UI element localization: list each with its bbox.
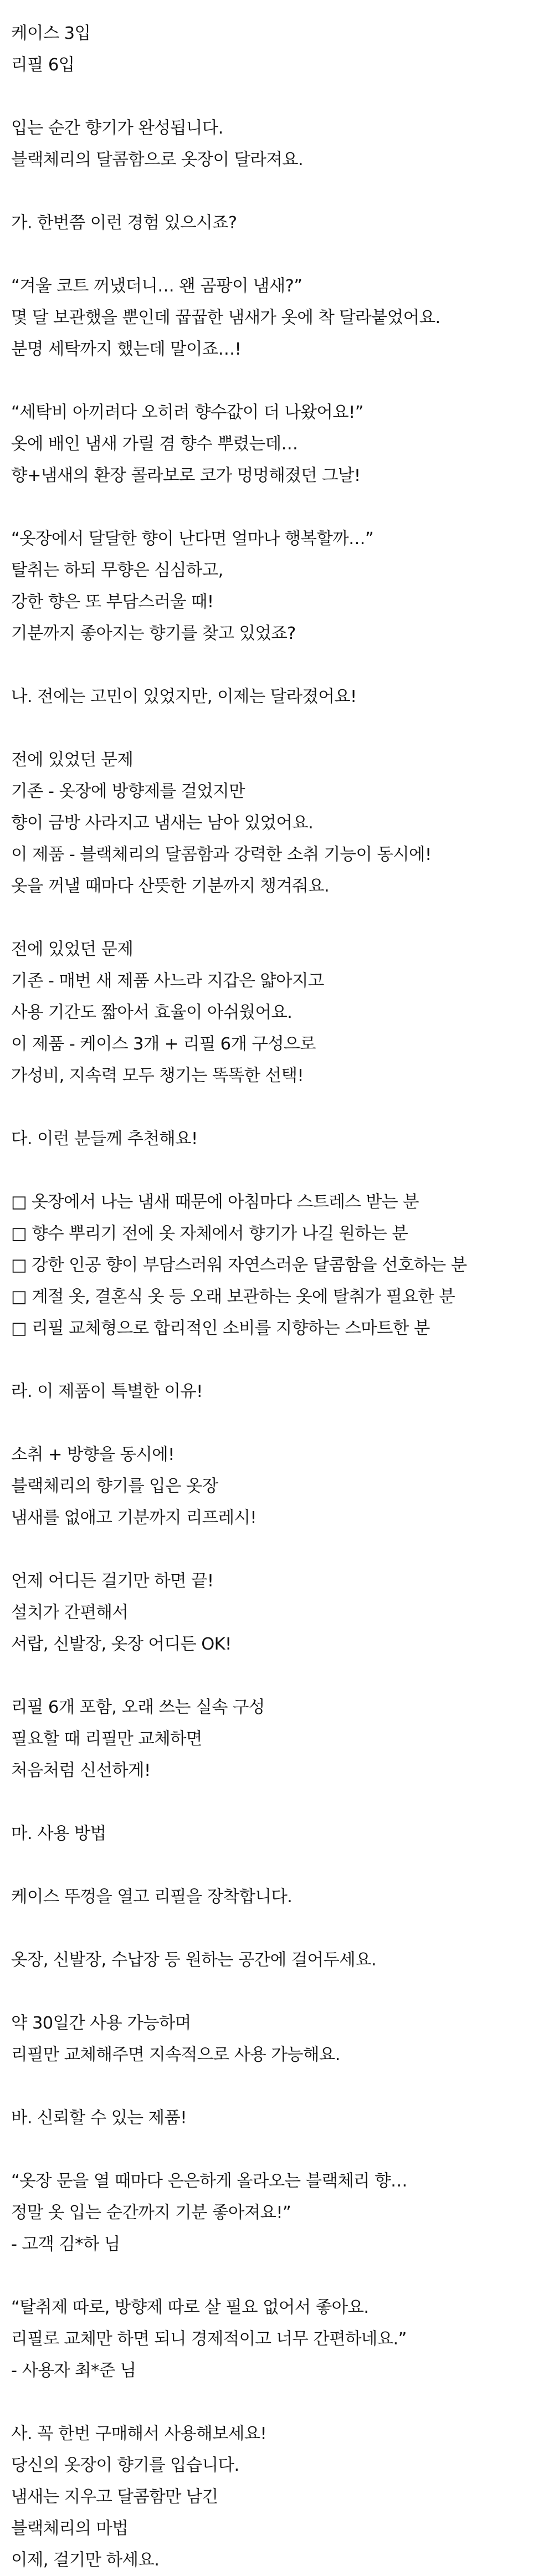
text-line: 이제, 걸기만 하세요. <box>11 2551 160 2570</box>
text-line: 기존 - 매번 새 제품 사느라 지갑은 얇아지고 <box>11 971 324 991</box>
text-block <box>11 2292 554 2386</box>
text-line: 기존 - 옷장에 방향제를 걸었지만 <box>11 782 245 801</box>
text-line: “옷장에서 달달한 향이 난다면 얼마나 행복할까…” <box>11 529 374 549</box>
text-block <box>11 1439 554 1534</box>
text-line: 약 30일간 사용 가능하며 <box>11 2014 191 2033</box>
text-line: - 고객 김*하 님 <box>11 2235 120 2254</box>
text-line: 옷을 꺼낼 때마다 산뜻한 기분까지 챙겨줘요. <box>11 877 330 896</box>
text-block <box>11 18 554 81</box>
text-line: 서랍, 신발장, 옷장 어디든 OK! <box>11 1635 232 1654</box>
text-line: - 사용자 최*준 님 <box>11 2361 136 2380</box>
text-line: 몇 달 보관했을 뿐인데 꿉꿉한 냄새가 옷에 착 달라붙었어요. <box>11 308 440 327</box>
text-line: 설치가 간편해서 <box>11 1603 129 1622</box>
text-line: 옷에 배인 냄새 가릴 겸 향수 뿌렸는데… <box>11 434 298 454</box>
text-line: 기분까지 좋아지는 향기를 찾고 있었죠? <box>11 624 296 643</box>
text-block <box>11 112 554 176</box>
text-block <box>11 207 554 239</box>
text-line: 전에 있었던 문제 <box>11 750 134 770</box>
text-line: 리필로 교체만 하면 되니 경제적이고 너무 간편하네요.” <box>11 2329 407 2349</box>
text-line: 사용 기간도 짧아서 효율이 아쉬웠어요. <box>11 1003 293 1022</box>
text-line: 리필 6입 <box>11 55 75 75</box>
text-line: 당신의 옷장이 향기를 입습니다. <box>11 2456 239 2475</box>
text-line: 가. 한번쯤 이런 경험 있으시죠? <box>11 213 237 233</box>
text-line: 라. 이 제품이 특별한 이유! <box>11 1382 203 1401</box>
text-line: 냄새를 없애고 기분까지 리프레시! <box>11 1508 257 1528</box>
text-block <box>11 744 554 902</box>
text-line: 탈취는 하되 무향은 심심하고, <box>11 561 223 580</box>
text-line: 냄새는 지우고 달콤함만 남긴 <box>11 2487 218 2507</box>
text-line: 필요할 때 리필만 교체하면 <box>11 1729 202 1749</box>
text-line: □ 강한 인공 향이 부담스러워 자연스러운 달콤함을 선호하는 분 <box>11 1256 467 1275</box>
text-line: 강한 향은 또 부담스러울 때! <box>11 592 214 612</box>
text-line: 분명 세탁까지 했는데 말이죠…! <box>11 340 242 359</box>
text-block <box>11 270 554 365</box>
text-line: □ 향수 뿌리기 전에 옷 자체에서 향기가 나길 원하는 분 <box>11 1224 408 1243</box>
text-line: “옷장 문을 열 때마다 은은하게 올라오는 블랙체리 향… <box>11 2172 407 2191</box>
text-line: “겨울 코트 꺼냈더니… 왠 곰팡이 냄새?” <box>11 276 302 296</box>
text-line: 마. 사용 방법 <box>11 1824 106 1843</box>
text-line: 소취 + 방향을 동시에! <box>11 1445 175 1464</box>
text-line: 블랙체리의 마법 <box>11 2519 129 2538</box>
text-line: 향+냄새의 환장 콜라보로 코가 멍멍해졌던 그날! <box>11 466 361 485</box>
text-line: 가성비, 지속력 모두 챙기는 똑똑한 선택! <box>11 1066 304 1085</box>
text-block <box>11 1376 554 1407</box>
text-line: 케이스 3입 <box>11 24 91 43</box>
text-line: 이 제품 - 케이스 3개 + 리필 6개 구성으로 <box>11 1035 316 1054</box>
text-line: □ 계절 옷, 결혼식 옷 등 오래 보관하는 옷에 탈취가 필요한 분 <box>11 1287 455 1307</box>
text-block <box>11 681 554 713</box>
text-line: 처음처럼 신선하게! <box>11 1761 151 1780</box>
text-line: 전에 있었던 문제 <box>11 940 134 959</box>
text-block <box>11 397 554 491</box>
text-line: “탈취제 따로, 방향제 따로 살 필요 없어서 좋아요. <box>11 2298 369 2317</box>
text-line: 나. 전에는 고민이 있었지만, 이제는 달라졌어요! <box>11 687 357 706</box>
text-block <box>11 2418 554 2576</box>
text-line: 케이스 뚜껑을 열고 리필을 장착합니다. <box>11 1887 293 1907</box>
text-block <box>11 2007 554 2071</box>
text-line: 사. 꼭 한번 구매해서 사용해보세요! <box>11 2424 267 2444</box>
text-line: 바. 신뢰할 수 있는 제품! <box>11 2108 187 2128</box>
text-block <box>11 523 554 649</box>
text-block <box>11 1944 554 1976</box>
text-line: 리필만 교체해주면 지속적으로 사용 가능해요. <box>11 2045 340 2065</box>
text-line: 이 제품 - 블랙체리의 달콤함과 강력한 소취 기능이 동시에! <box>11 845 432 864</box>
text-line: 옷장, 신발장, 수납장 등 원하는 공간에 걸어두세요. <box>11 1950 377 1970</box>
text-block <box>11 1123 554 1155</box>
text-line: 정말 옷 입는 순간까지 기분 좋아져요!” <box>11 2203 291 2222</box>
text-line: 향이 금방 사라지고 냄새는 남아 있었어요. <box>11 813 314 833</box>
text-block <box>11 2102 554 2134</box>
text-line: 입는 순간 향기가 완성됩니다. <box>11 119 223 138</box>
text-block <box>11 1818 554 1850</box>
text-block <box>11 1565 554 1660</box>
text-block <box>11 1186 554 1344</box>
text-line: 블랙체리의 향기를 입은 옷장 <box>11 1477 218 1496</box>
text-line: □ 옷장에서 나는 냄새 때문에 아침마다 스트레스 받는 분 <box>11 1192 419 1212</box>
text-line: 리필 6개 포함, 오래 쓰는 실속 구성 <box>11 1698 265 1717</box>
text-line: 다. 이런 분들께 추천해요! <box>11 1129 198 1149</box>
text-block <box>11 1692 554 1786</box>
text-line: □ 리필 교체형으로 합리적인 소비를 지향하는 스마트한 분 <box>11 1319 430 1338</box>
text-line: 언제 어디든 걸기만 하면 끝! <box>11 1571 214 1591</box>
text-block <box>11 1881 554 1913</box>
text-block <box>11 934 554 1092</box>
text-line: “세탁비 아끼려다 오히려 향수값이 더 나왔어요!” <box>11 403 363 422</box>
text-line: 블랙체리의 달콤함으로 옷장이 달라져요. <box>11 150 304 170</box>
text-block <box>11 2165 554 2260</box>
